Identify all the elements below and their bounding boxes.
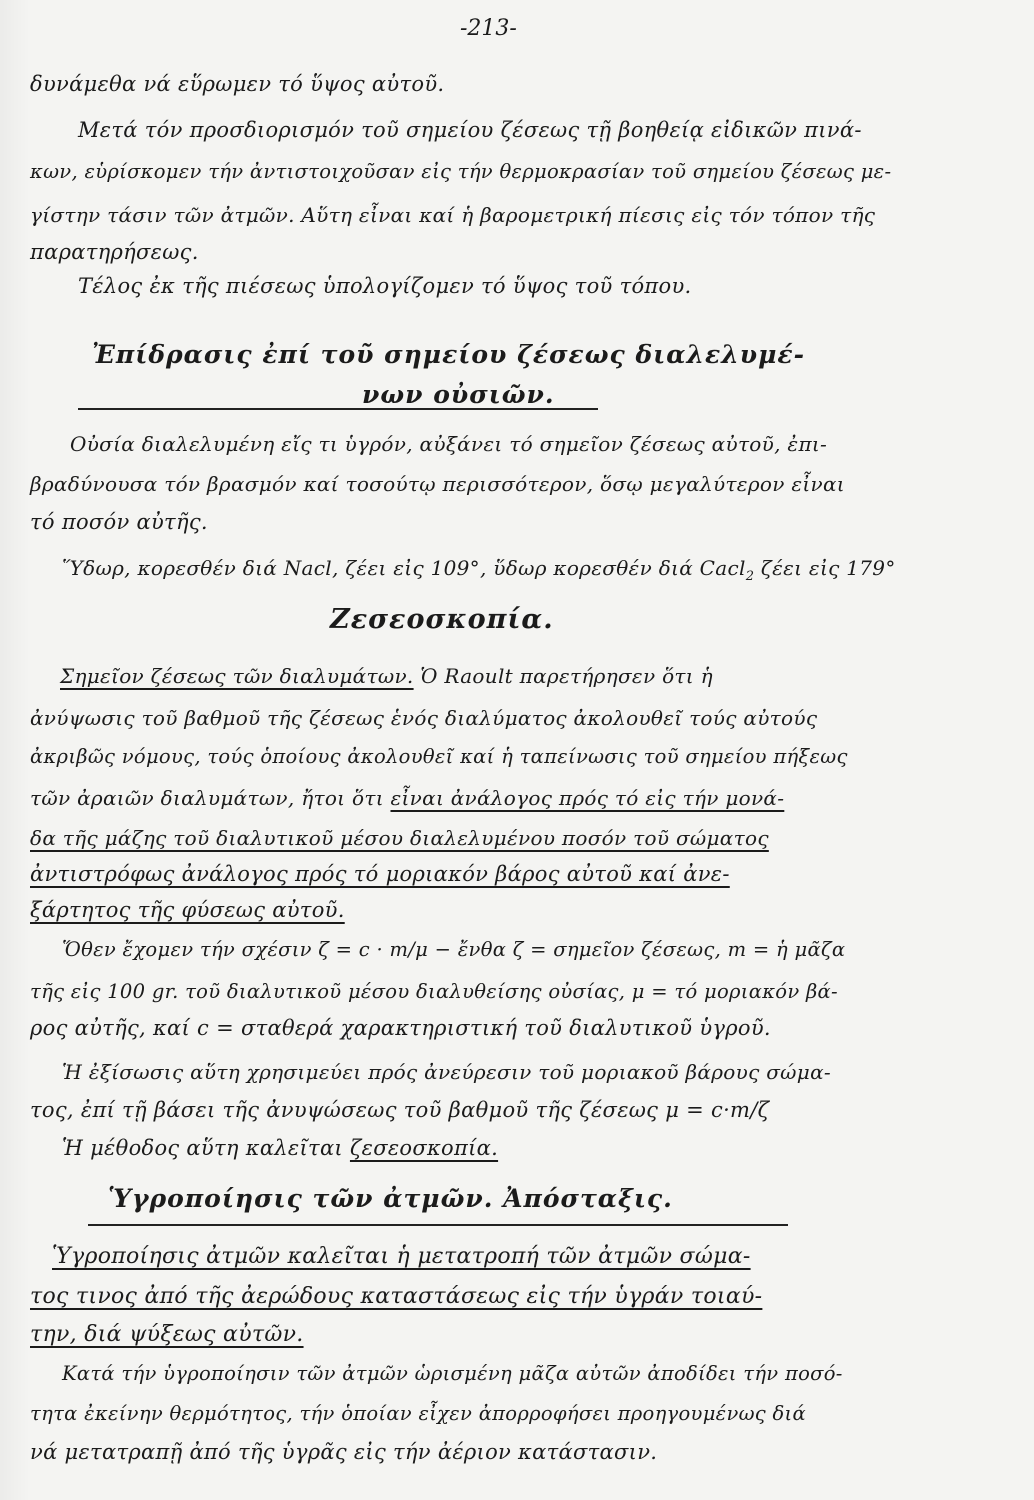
text-line: γίστην τάσιν τῶν ἀτμῶν. Αὕτη εἶναι καί ἡ βαρομετρική πίεσις εἰς τόν τόπον τῆς [30,203,876,227]
text-line: τητα ἐκείνην θερμότητος, τήν ὁποίαν εἶχεν ἀπορροφήσει προηγουμένως διά [30,1402,806,1425]
text-line: κων, εὑρίσκομεν τήν ἀντιστοιχοῦσαν εἰς τήν θερμοκρασίαν τοῦ σημείου ζέσεως με- [30,160,892,183]
underlined-text: Ὑγροποίησις ἀτμῶν καλεῖται ἡ μετατροπή τῶν ἀτμῶν σώμα- [52,1244,751,1269]
text-line: Τέλος ἐκ τῆς πιέσεως ὑπολογίζομεν τό ὕψος τοῦ τόπου. [78,274,692,298]
text-segment: ζέει εἰς 179° [754,556,896,580]
formula-line: Ὅθεν ἔχομεν τήν σχέσιν ζ = c · m/μ − ἔνθα ζ = σημεῖον ζέσεως, m = ἡ μᾶζα [62,938,846,961]
underlined-text: ἀντιστρόφως ἀνάλογος πρός τό μοριακόν βάρος αὐτοῦ καί ἀνε- [30,862,730,886]
text-line: Μετά τόν προσδιορισμόν τοῦ σημείου ζέσεως τῇ βοηθείᾳ εἰδικῶν πινά- [78,118,862,142]
underlined-text: την, διά ψύξεως αὐτῶν. [30,1322,304,1347]
section-heading: νων οὐσιῶν. [362,380,555,409]
text-line: Ἡ ἐξίσωσις αὕτη χρησιμεύει πρός ἀνεύρεσιν τοῦ μοριακοῦ βάρους σώμα- [62,1060,831,1084]
text-line: Κατά τήν ὑγροποίησιν τῶν ἀτμῶν ὡρισμένη μᾶζα αὐτῶν ἀποδίδει τήν ποσό- [62,1362,843,1385]
text-line: ρος αὐτῆς, καί c = σταθερά χαρακτηριστική τοῦ διαλυτικοῦ ὑγροῦ. [30,1016,771,1040]
underlined-text: τος τινος ἀπό τῆς ἀερώδους καταστάσεως εἰς τήν ὑγράν τοιαύ- [30,1284,763,1309]
underlined-text: ζεσεοσκοπία. [349,1136,499,1160]
subscript: 2 [745,569,755,584]
text-line [62,1136,498,1160]
section-heading: Ὑγροποίησις τῶν ἀτμῶν. Ἀπόσταξις. [108,1184,673,1213]
formula-line: τος, ἐπί τῇ βάσει τῆς ἀνυψώσεως τοῦ βαθμοῦ τῆς ζέσεως μ = c·m/ζ [30,1098,770,1122]
text-segment: Ὁ Raoult παρετήρησεν ὅτι ἡ [413,664,713,688]
text-line: τό ποσόν αὐτῆς. [30,510,208,534]
text-line: Οὐσία διαλελυμένη εἴς τι ὑγρόν, αὐξάνει τό σημεῖον ζέσεως αὐτοῦ, ἐπι- [70,432,828,456]
section-heading: Ἐπίδρασις ἐπί τοῦ σημείου ζέσεως διαλελυμέ- [92,340,805,369]
text-line: νά μετατραπῇ ἀπό τῆς ὑγρᾶς εἰς τήν ἀέριον κατάστασιν. [30,1440,658,1464]
text-line [60,664,713,688]
text-line [62,556,896,584]
text-line [30,786,784,810]
heading-underline [88,1224,788,1226]
underlined-text: ξάρτητος τῆς φύσεως αὐτοῦ. [30,898,345,922]
text-segment: τῶν ἀραιῶν διαλυμάτων, ἤτοι ὅτι [30,786,391,810]
heading-underline [78,408,598,410]
underlined-text: δα τῆς μάζης τοῦ διαλυτικοῦ μέσου διαλελυμένου ποσόν τοῦ σώματος [30,826,769,850]
text-line: ἀνύψωσις τοῦ βαθμοῦ τῆς ζέσεως ἑνός διαλύματος ἀκολουθεῖ τούς αὐτούς [30,706,818,730]
text-line: βραδύνουσα τόν βρασμόν καί τοσούτῳ περισσότερον, ὅσῳ μεγαλύτερον εἶναι [30,472,845,496]
text-line: τῆς εἰς 100 gr. τοῦ διαλυτικοῦ μέσου διαλυθείσης οὐσίας, μ = τό μοριακόν βά- [30,980,838,1003]
underlined-text: εἶναι ἀνάλογος πρός τό εἰς τήν μονά- [390,786,785,810]
text-line: ἀκριβῶς νόμους, τούς ὁποίους ἀκολουθεῖ καί ἡ ταπείνωσις τοῦ σημείου πήξεως [30,745,848,768]
section-heading: Ζεσεοσκοπία. [330,604,554,635]
paragraph-title: Σημεῖον ζέσεως τῶν διαλυμάτων. [60,664,414,688]
page-number: -213- [460,16,517,41]
text-segment: Ὕδωρ, κορεσθέν διά Nacl, ζέει εἰς 109°, ὕδωρ κορεσθέν διά Cacl [62,556,746,580]
text-line: παρατηρήσεως. [30,240,199,264]
text-line: δυνάμεθα νά εὕρωμεν τό ὕψος αὐτοῦ. [30,72,445,96]
text-segment: Ἡ μέθοδος αὕτη καλεῖται [62,1136,350,1160]
